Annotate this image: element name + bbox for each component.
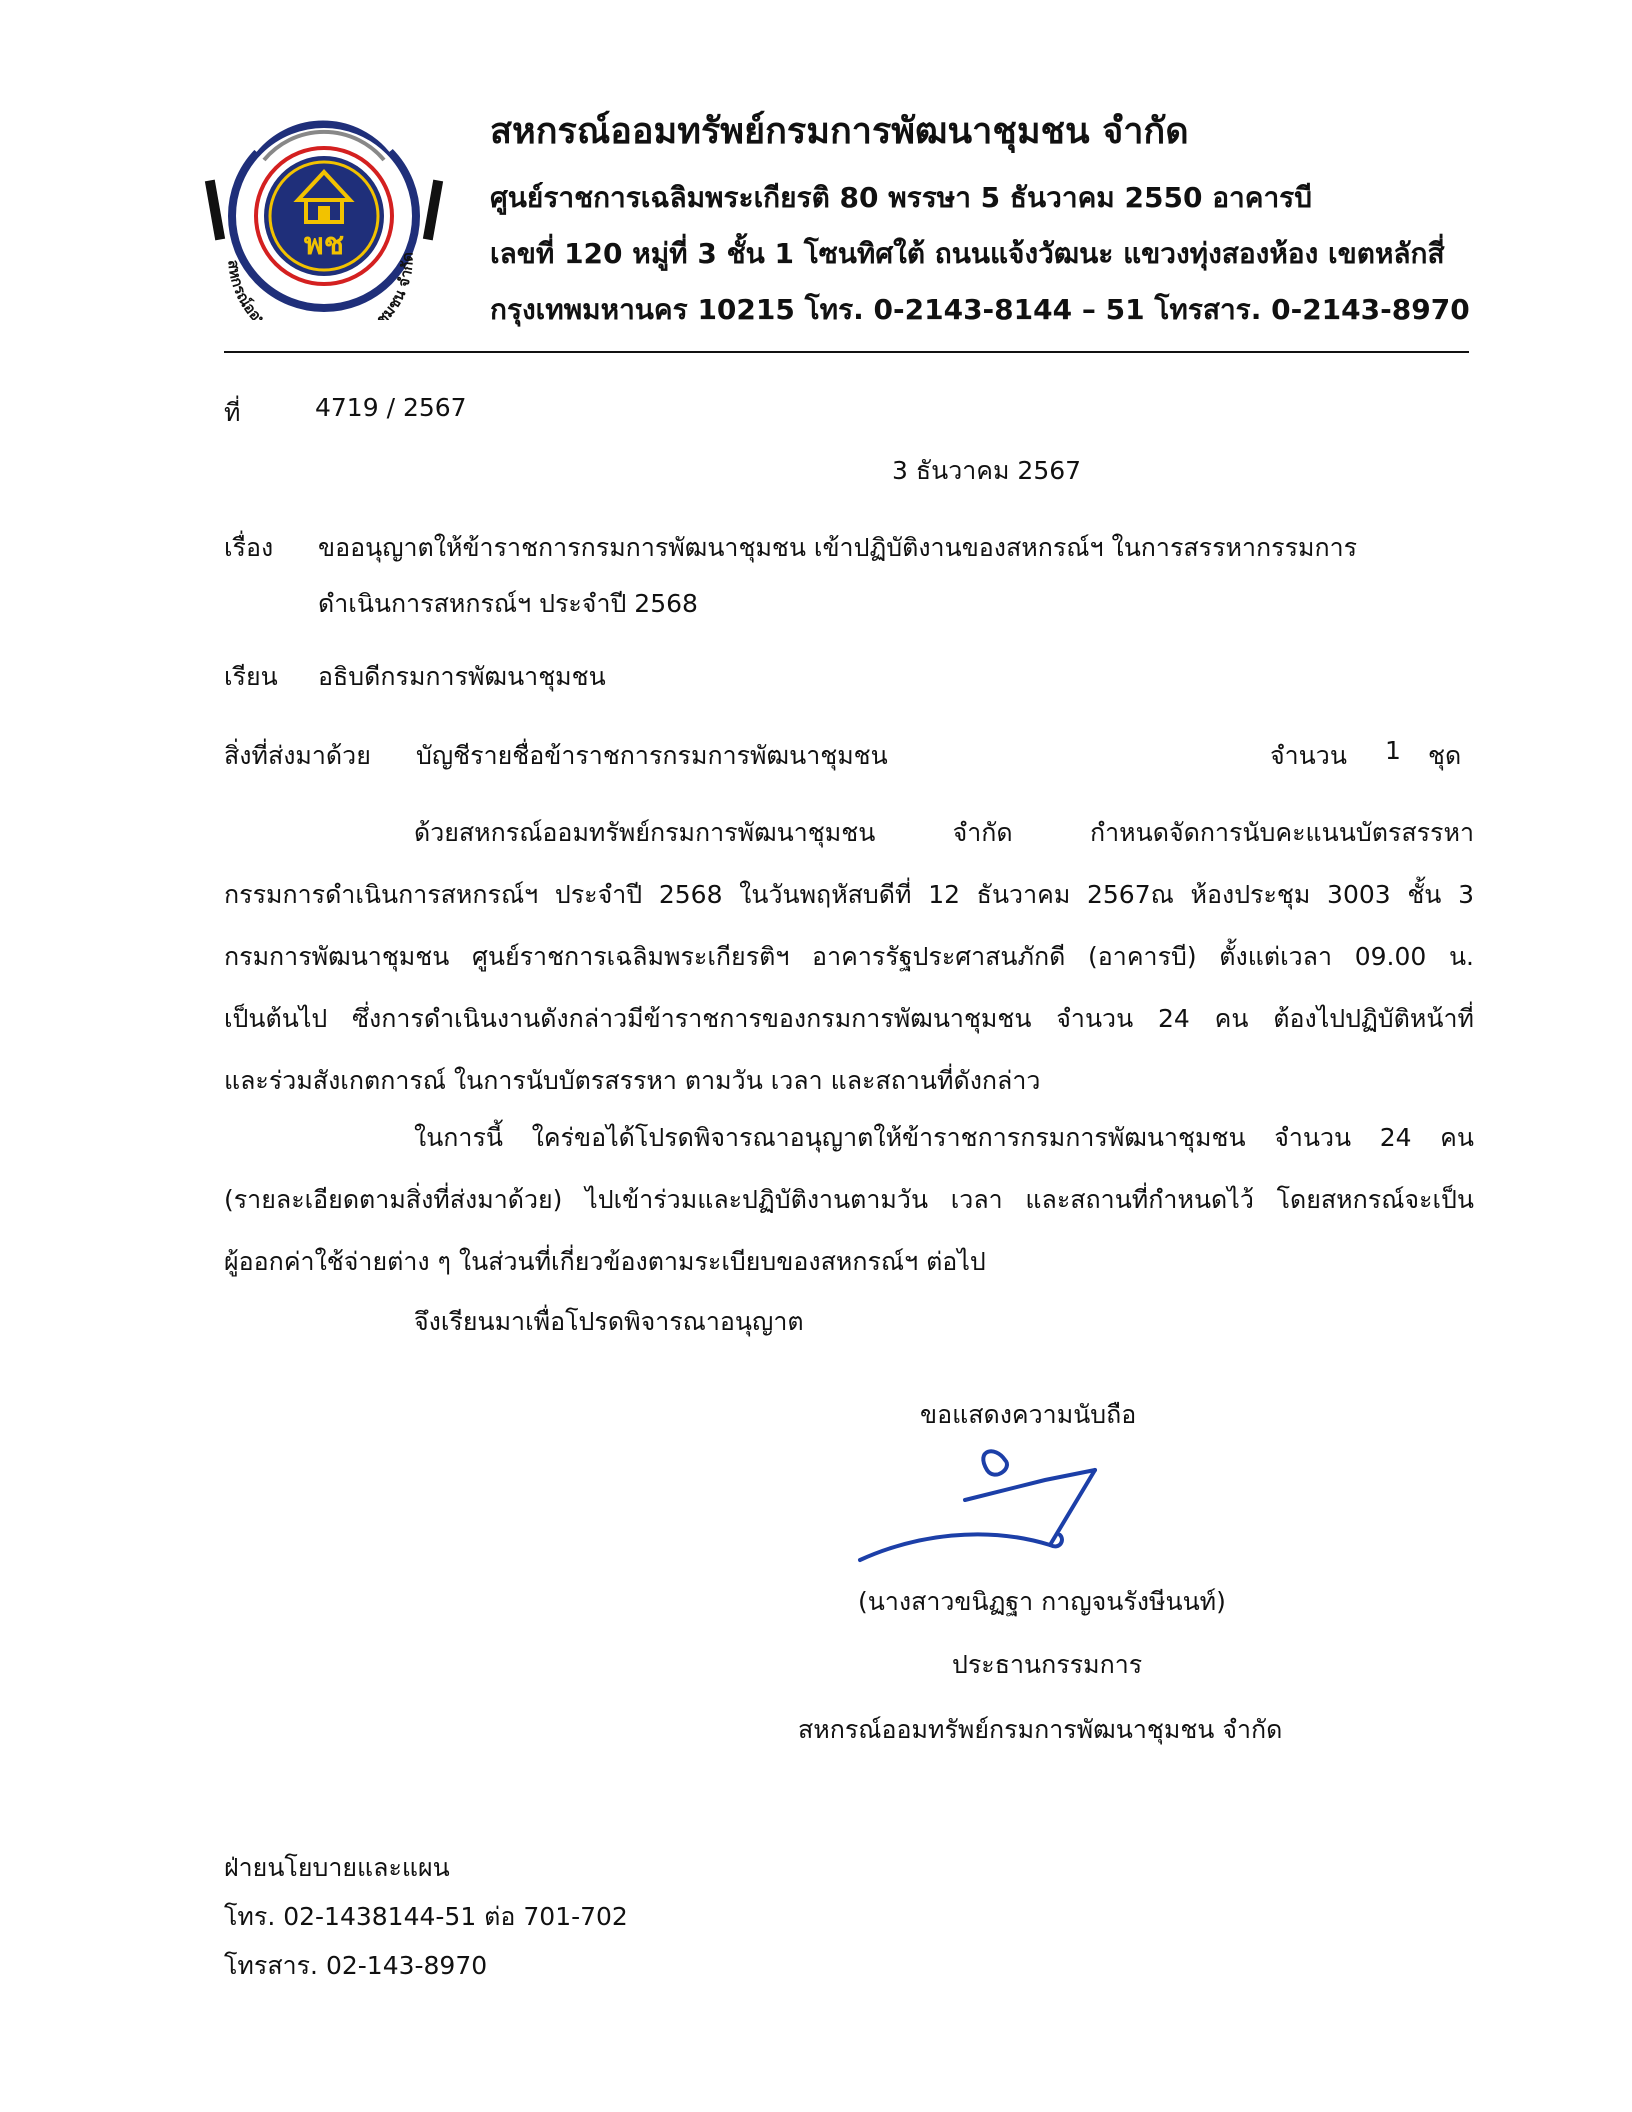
complimentary-close: ขอแสดงความนับถือ	[920, 1400, 1137, 1429]
enclosure-value: บัญชีรายชื่อข้าราชการกรมการพัฒนาชุมชน	[416, 741, 888, 770]
paragraph-line: ด้วยสหกรณ์ออมทรัพย์กรมการพัฒนาชุมชน จำกัด กำหนดจัดการนับคะแนนบัตรสรรหา	[414, 818, 1474, 847]
subject-line2: ดำเนินการสหกรณ์ฯ ประจำปี 2568	[318, 589, 698, 618]
signatory-title: ประธานกรรมการ	[952, 1650, 1143, 1679]
letterhead-address-line2: เลขที่ 120 หมู่ที่ 3 ชั้น 1 โซนทิศใต้ ถนนแจ้งวัฒนะ แขวงทุ่งสองห้อง เขตหลักสี่	[490, 237, 1445, 270]
enclosure-qty-value: 1	[1385, 736, 1401, 765]
recipient-value: อธิบดีกรมการพัฒนาชุมชน	[318, 662, 606, 691]
footer-department: ฝ่ายนโยบายและแผน	[224, 1853, 450, 1882]
recipient-label: เรียน	[224, 662, 278, 691]
paragraph-line: ผู้ออกค่าใช้จ่ายต่าง ๆ ในส่วนที่เกี่ยวข้องตามระเบียบของสหกรณ์ฯ ต่อไป	[224, 1247, 986, 1276]
signatory-organization: สหกรณ์ออมทรัพย์กรมการพัฒนาชุมชน จำกัด	[798, 1715, 1283, 1744]
paragraph-line: ในการนี้ ใคร่ขอได้โปรดพิจารณาอนุญาตให้ข้าราชการกรมการพัฒนาชุมชน จำนวน 24 คน	[414, 1123, 1474, 1152]
logo-ring-text: สหกรณ์ออ ชุมชน จำกัด	[224, 252, 417, 320]
ref-label: ที่	[224, 398, 241, 427]
logo-emblem-text: พช	[303, 227, 345, 262]
enclosure-qty-unit: ชุด	[1428, 741, 1462, 770]
enclosure-label: สิ่งที่ส่งมาด้วย	[224, 741, 371, 770]
body-paragraph-1	[224, 802, 1474, 1112]
header-divider	[224, 351, 1469, 353]
enclosure-qty-label: จำนวน	[1270, 741, 1347, 770]
letterhead-address-line3: กรุงเทพมหานคร 10215 โทร. 0-2143-8144 – 51 โทรสาร. 0-2143-8970	[490, 293, 1470, 326]
letter-date: 3 ธันวาคม 2567	[892, 456, 1082, 485]
body-paragraph-2	[224, 1107, 1474, 1293]
letterhead-org-name: สหกรณ์ออมทรัพย์กรมการพัฒนาชุมชน จำกัด	[490, 111, 1189, 152]
handwritten-signature	[855, 1440, 1135, 1580]
letterhead-address-line1: ศูนย์ราชการเฉลิมพระเกียรติ 80 พรรษา 5 ธันวาคม 2550 อาคารบี	[490, 181, 1312, 214]
ref-number: 4719 / 2567	[315, 393, 467, 422]
subject-label: เรื่อง	[224, 533, 274, 562]
subject-line1: ขออนุญาตให้ข้าราชการกรมการพัฒนาชุมชน เข้าปฏิบัติงานของสหกรณ์ฯ ในการสรรหากรรมการ	[318, 533, 1358, 562]
paragraph-line: (รายละเอียดตามสิ่งที่ส่งมาด้วย) ไปเข้าร่วมและปฏิบัติงานตามวัน เวลา และสถานที่กำหนดไว้ โดยสหกรณ์จะเป็น	[224, 1185, 1474, 1214]
footer-fax: โทรสาร. 02-143-8970	[224, 1951, 488, 1980]
footer-phone: โทร. 02-1438144-51 ต่อ 701-702	[224, 1902, 628, 1931]
paragraph-line: กรมการพัฒนาชุมชน ศูนย์ราชการเฉลิมพระเกียรติฯ อาคารรัฐประศาสนภักดี (อาคารบี) ตั้งแต่เวลา 09.00 น.	[224, 942, 1474, 971]
paragraph-line: กรรมการดำเนินการสหกรณ์ฯ ประจำปี 2568 ในวันพฤหัสบดีที่ 12 ธันวาคม 2567ณ ห้องประชุม 3003 ชั้น 3	[224, 880, 1474, 909]
closing-request: จึงเรียนมาเพื่อโปรดพิจารณาอนุญาต	[414, 1307, 804, 1336]
paragraph-line: เป็นต้นไป ซึ่งการดำเนินงานดังกล่าวมีข้าราชการของกรมการพัฒนาชุมชน จำนวน 24 คน ต้องไปปฏิบัติหน้าที่	[224, 1004, 1474, 1033]
signatory-name: (นางสาวขนิฏฐา กาญจนรังษีนนท์)	[858, 1587, 1226, 1616]
paragraph-line: และร่วมสังเกตการณ์ ในการนับบัตรสรรหา ตามวัน เวลา และสถานที่ดังกล่าว	[224, 1066, 1041, 1095]
organization-logo	[194, 120, 454, 320]
